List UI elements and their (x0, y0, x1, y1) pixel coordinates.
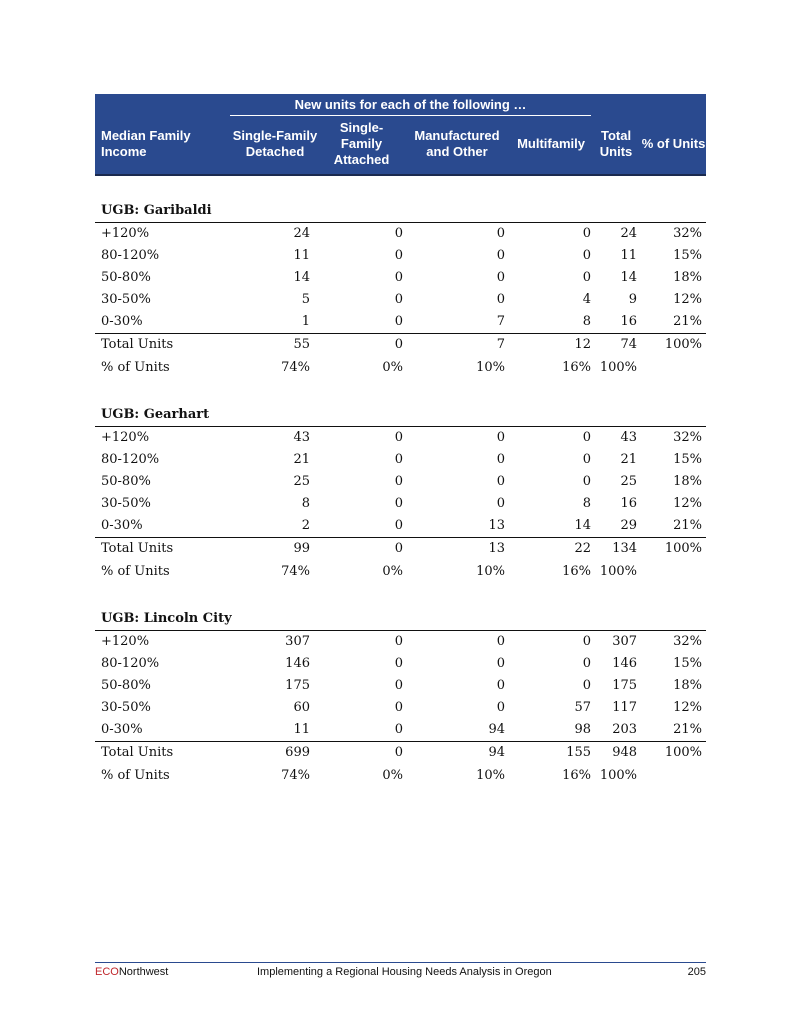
cell-sfd: 21 (293, 452, 310, 467)
table-row (95, 267, 706, 289)
cell-total: 100% (599, 768, 638, 783)
cell-pct: 15% (673, 656, 703, 671)
col-header-sfd: Single-Family Detached (230, 116, 320, 175)
cell-pct (641, 356, 706, 380)
row-label: 50-80% (101, 678, 151, 693)
cell-total: 29 (620, 518, 638, 533)
total-row (95, 742, 706, 765)
cell-pct: 15% (673, 248, 703, 263)
cell-total: 25 (620, 474, 638, 489)
row-label: 0-30% (101, 722, 143, 737)
cell-mfo: 0 (496, 226, 505, 241)
section-heading (95, 200, 706, 223)
row-label: Total Units (95, 742, 230, 765)
cell-sfa: 0 (394, 474, 403, 489)
row-label: Total Units (95, 334, 230, 357)
row-label: 50-80% (101, 474, 151, 489)
cell-total: 117 (612, 700, 638, 715)
cell-sfd: 11 (293, 722, 310, 737)
cell-mfo: 0 (496, 496, 505, 511)
col-header-total: Total Units (591, 116, 641, 175)
header-row-top (95, 94, 706, 116)
cell-sfd: 24 (293, 226, 310, 241)
cell-total: 134 (591, 538, 641, 561)
cell-mfo: 0 (496, 248, 505, 263)
cell-pct: 32% (673, 430, 703, 445)
table-row (95, 289, 706, 311)
cell-sfd: 55 (230, 334, 320, 357)
cell-sfa: 0 (320, 334, 403, 357)
section-title: UGB: Garibaldi (95, 200, 706, 223)
cell-sfd: 146 (285, 656, 310, 671)
cell-mfo: 0 (496, 656, 505, 671)
cell-mf: 155 (511, 742, 591, 765)
footer-title: Implementing a Regional Housing Needs Analysis in Oregon (257, 966, 552, 978)
total-row (95, 538, 706, 561)
cell-pct: 18% (673, 678, 703, 693)
cell-mfo: 94 (488, 722, 505, 737)
table-body (95, 176, 706, 788)
cell-sfd: 307 (285, 634, 310, 649)
row-label: +120% (101, 226, 150, 241)
cell-sfd: 43 (293, 430, 310, 445)
cell-total: 24 (620, 226, 638, 241)
cell-pct: 12% (673, 700, 703, 715)
table-row (95, 493, 706, 515)
col-header-sfa: Single-Family Attached (320, 116, 403, 175)
row-label: 0-30% (101, 314, 143, 329)
table-row (95, 719, 706, 742)
housing-units-table (95, 94, 706, 788)
cell-pct: 21% (673, 722, 703, 737)
cell-mf: 16% (562, 360, 592, 375)
cell-total: 203 (612, 722, 638, 737)
row-label: 80-120% (101, 656, 160, 671)
cell-sfa: 0% (382, 564, 403, 579)
footer-brand: ECONorthwest (95, 966, 169, 978)
total-row (95, 334, 706, 357)
cell-sfd: 8 (301, 496, 310, 511)
row-label: +120% (101, 634, 150, 649)
cell-pct: 100% (641, 334, 706, 357)
cell-pct: 21% (673, 314, 703, 329)
row-label: 80-120% (101, 452, 160, 467)
cell-total: 16 (620, 496, 638, 511)
table-row (95, 449, 706, 471)
cell-sfa: 0 (394, 518, 403, 533)
cell-pct: 12% (673, 496, 703, 511)
cell-sfd: 175 (285, 678, 310, 693)
table-row (95, 427, 706, 450)
section-title: UGB: Gearhart (95, 404, 706, 427)
cell-total: 307 (612, 634, 638, 649)
cell-total: 9 (628, 292, 638, 307)
cell-mfo: 94 (403, 742, 511, 765)
cell-sfd: 74% (281, 768, 310, 783)
table-row (95, 675, 706, 697)
cell-sfa: 0 (320, 742, 403, 765)
cell-total: 16 (620, 314, 638, 329)
table-row (95, 631, 706, 654)
cell-mfo: 10% (476, 768, 505, 783)
row-label: % of Units (101, 768, 170, 783)
page-footer (95, 962, 706, 981)
table-row (95, 471, 706, 493)
cell-mfo: 10% (476, 360, 505, 375)
cell-total: 100% (599, 564, 638, 579)
cell-mf: 16% (562, 768, 592, 783)
table-row (95, 515, 706, 538)
cell-sfa: 0 (320, 538, 403, 561)
cell-mfo: 7 (496, 314, 505, 329)
cell-mf: 0 (582, 656, 592, 671)
cell-mf: 57 (574, 700, 592, 715)
section-heading (95, 404, 706, 427)
cell-total: 14 (620, 270, 638, 285)
cell-sfd: 11 (293, 248, 310, 263)
cell-total: 21 (620, 452, 638, 467)
cell-mfo: 10% (476, 564, 505, 579)
cell-mf: 0 (582, 474, 592, 489)
cell-total: 43 (620, 430, 638, 445)
cell-sfd: 60 (293, 700, 310, 715)
cell-mfo: 0 (496, 678, 505, 693)
cell-mf: 0 (582, 634, 592, 649)
cell-total: 175 (612, 678, 638, 693)
section-title: UGB: Lincoln City (95, 608, 706, 631)
cell-total: 100% (599, 360, 638, 375)
cell-sfd: 25 (293, 474, 310, 489)
page-number: 205 (687, 966, 706, 978)
percent-row (95, 356, 706, 380)
cell-pct: 18% (673, 270, 703, 285)
cell-sfa: 0 (394, 430, 403, 445)
cell-pct (641, 560, 706, 584)
row-label: % of Units (101, 360, 170, 375)
cell-sfa: 0 (394, 656, 403, 671)
cell-mf: 0 (582, 430, 592, 445)
cell-pct: 21% (673, 518, 703, 533)
cell-total: 11 (620, 248, 638, 263)
cell-sfd: 74% (281, 564, 310, 579)
cell-sfa: 0 (394, 248, 403, 263)
cell-sfa: 0 (394, 722, 403, 737)
cell-mfo: 0 (496, 292, 505, 307)
cell-pct: 100% (641, 538, 706, 561)
cell-mf: 14 (574, 518, 592, 533)
cell-mfo: 0 (496, 474, 505, 489)
percent-row (95, 560, 706, 584)
cell-sfd: 5 (301, 292, 310, 307)
col-header-multifamily: Multifamily (511, 116, 591, 175)
cell-mfo: 13 (488, 518, 505, 533)
cell-mfo: 0 (496, 700, 505, 715)
cell-mf: 0 (582, 270, 592, 285)
cell-sfa: 0 (394, 270, 403, 285)
cell-pct (641, 764, 706, 788)
cell-mf: 12 (511, 334, 591, 357)
col-header-manufactured: Manufactured and Other (403, 116, 511, 175)
cell-pct: 100% (641, 742, 706, 765)
row-label: 0-30% (101, 518, 143, 533)
col-header-pct: % of Units (641, 116, 706, 175)
header-group-label: New units for each of the following … (230, 97, 591, 116)
cell-sfd: 2 (301, 518, 310, 533)
cell-pct: 12% (673, 292, 703, 307)
cell-mf: 0 (582, 226, 592, 241)
cell-sfd: 99 (230, 538, 320, 561)
cell-mf: 22 (511, 538, 591, 561)
cell-mf: 8 (582, 314, 592, 329)
cell-mf: 0 (582, 248, 592, 263)
cell-mf: 0 (582, 678, 592, 693)
row-label: +120% (101, 430, 150, 445)
cell-mfo: 13 (403, 538, 511, 561)
cell-mfo: 0 (496, 430, 505, 445)
cell-pct: 32% (673, 226, 703, 241)
cell-sfa: 0 (394, 700, 403, 715)
section-heading (95, 608, 706, 631)
row-label: 50-80% (101, 270, 151, 285)
cell-sfa: 0% (382, 360, 403, 375)
cell-pct: 32% (673, 634, 703, 649)
table-row (95, 697, 706, 719)
cell-sfd: 1 (301, 314, 310, 329)
table-row (95, 653, 706, 675)
cell-sfa: 0 (394, 678, 403, 693)
cell-sfa: 0% (382, 768, 403, 783)
row-label: 30-50% (101, 496, 151, 511)
cell-pct: 15% (673, 452, 703, 467)
cell-sfd: 74% (281, 360, 310, 375)
cell-mf: 98 (574, 722, 592, 737)
col-header-income: Median Family Income (95, 116, 230, 175)
cell-pct: 18% (673, 474, 703, 489)
row-label: % of Units (101, 564, 170, 579)
row-label: 80-120% (101, 248, 160, 263)
percent-row (95, 764, 706, 788)
cell-sfa: 0 (394, 452, 403, 467)
cell-mfo: 0 (496, 452, 505, 467)
table-row (95, 223, 706, 246)
row-label: Total Units (95, 538, 230, 561)
cell-mf: 16% (562, 564, 592, 579)
table-row (95, 245, 706, 267)
cell-mfo: 7 (403, 334, 511, 357)
row-label: 30-50% (101, 700, 151, 715)
cell-total: 146 (612, 656, 638, 671)
cell-sfa: 0 (394, 634, 403, 649)
cell-sfd: 699 (230, 742, 320, 765)
table-row (95, 311, 706, 334)
cell-mfo: 0 (496, 270, 505, 285)
cell-total: 948 (591, 742, 641, 765)
cell-mf: 4 (582, 292, 592, 307)
cell-mf: 8 (582, 496, 592, 511)
header-row-bottom (95, 116, 706, 175)
cell-total: 74 (591, 334, 641, 357)
cell-mf: 0 (582, 452, 592, 467)
cell-sfa: 0 (394, 292, 403, 307)
cell-sfa: 0 (394, 226, 403, 241)
row-label: 30-50% (101, 292, 151, 307)
cell-sfa: 0 (394, 496, 403, 511)
cell-sfa: 0 (394, 314, 403, 329)
cell-mfo: 0 (496, 634, 505, 649)
cell-sfd: 14 (293, 270, 310, 285)
